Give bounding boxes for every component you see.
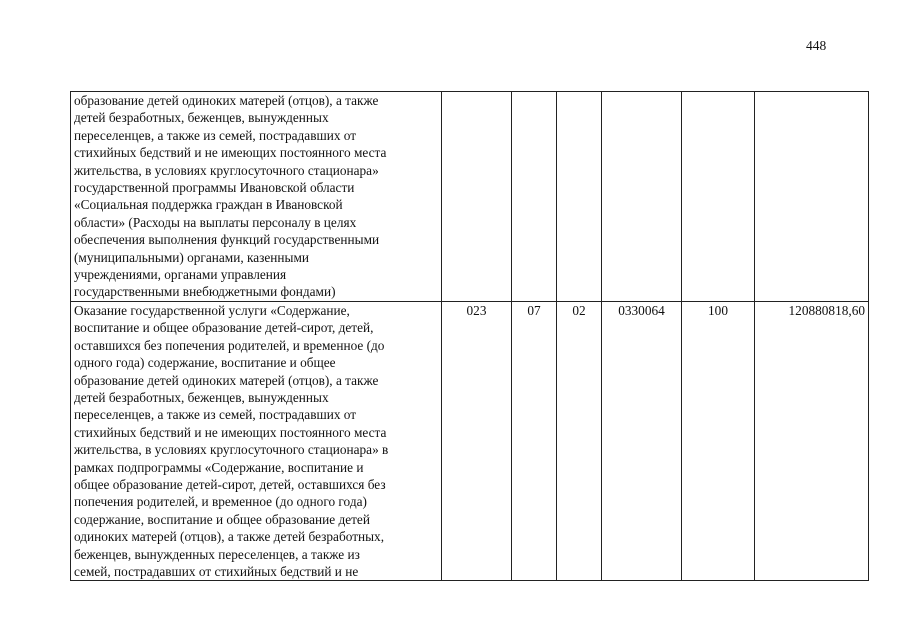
expense-type-cell	[682, 92, 755, 302]
ministry-code-cell	[442, 92, 512, 302]
section-code-cell: 07	[512, 301, 557, 581]
table-row	[71, 92, 869, 302]
ministry-code-cell: 023	[442, 301, 512, 581]
amount-cell	[755, 92, 869, 302]
target-article-cell: 0330064	[602, 301, 682, 581]
table-row	[71, 301, 869, 581]
target-article-cell	[602, 92, 682, 302]
section-code-cell	[512, 92, 557, 302]
budget-table	[70, 91, 869, 581]
page-number: 448	[806, 38, 827, 53]
row-description: Оказание государственной услуги «Содержание, воспитание и общее образование детей-сирот, детей, оставшихся без попечения родителей, и временное (до одного года) содержание, воспитание и общее образование детей одиноких матерей (отцов), а также детей безработных, беженцев, вынужденных переселенцев, а также из семей, пострадавших от стихийных бедствий и не имеющих постоянного места жительства, в условиях круглосуточного стационара» в рамках подпрограммы «Содержание, воспитание и общее образование детей-сирот, детей, оставшихся без попечения родителей, и временное (до одного года) содержание, воспитание и общее образование детей одиноких матерей (отцов), а также детей безработных, беженцев, вынужденных переселенцев, а также из семей, пострадавших от стихийных бедствий и не	[71, 301, 442, 581]
subsection-code-cell: 02	[557, 301, 602, 581]
subsection-code-cell	[557, 92, 602, 302]
expense-type-cell: 100	[682, 301, 755, 581]
row-description: образование детей одиноких матерей (отцов), а также детей безработных, беженцев, вынужденных переселенцев, а также из семей, пострадавших от стихийных бедствий и не имеющих постоянного места жительства, в условиях круглосуточного стационара» государственной программы Ивановской области «Социальная поддержка граждан в Ивановской области» (Расходы на выплаты персоналу в целях обеспечения выполнения функций государственными (муниципальными) органами, казенными учреждениями, органами управления государственными внебюджетными фондами)	[71, 92, 442, 302]
amount-cell: 120880818,60	[755, 301, 869, 581]
